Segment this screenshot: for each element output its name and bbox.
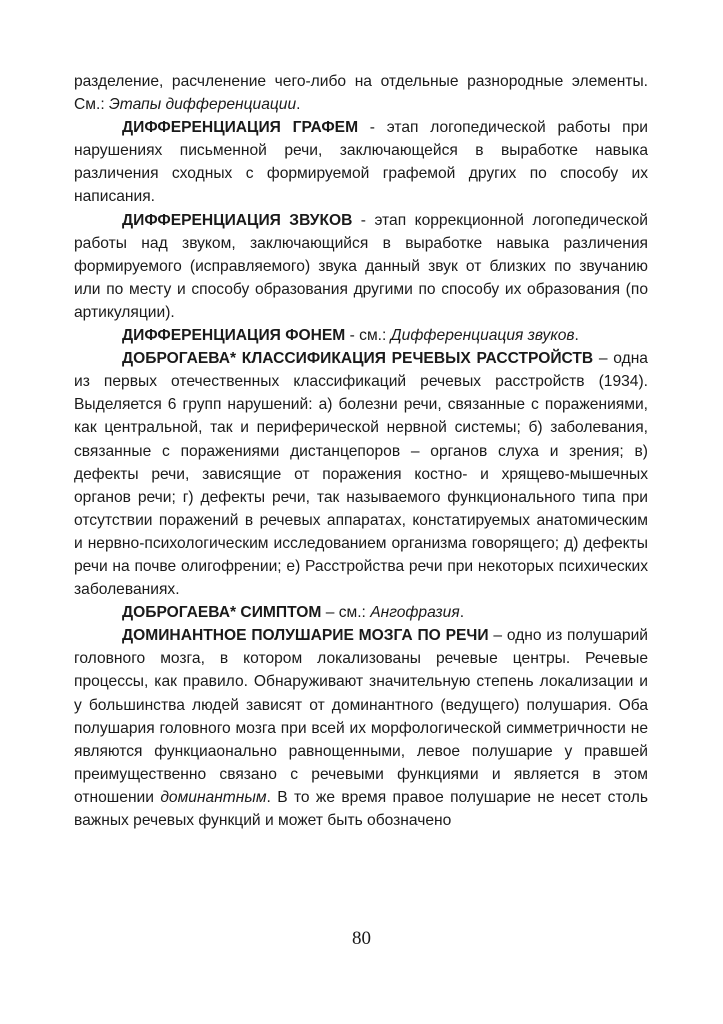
entry-term: ДИФФЕРЕНЦИАЦИЯ ГРАФЕМ (122, 119, 359, 137)
entry-term: ДИФФЕРЕНЦИАЦИЯ ФОНЕМ (122, 327, 346, 345)
entry-dobrogaev-symptom (74, 601, 648, 624)
entry-tail: . (459, 604, 465, 622)
entry-differentiation-sounds (74, 209, 648, 324)
entry-differentiation-phonemes (74, 324, 648, 347)
entry-dobrogaev-classification (74, 347, 648, 601)
entry-text: – одно из полушарий головного мозга, в котором локализованы речевые центры. Речевые процессы, как правило. Обнаруживают значительную степень локализации и у большинства людей зависят от доминантного (ведущего) полушария. Оба полушария головного мозга при всей их морфологической симметричности не являются функциаонально равнощенными, левое полушарие у правшей преимущественно связано с речевыми функциями и является в этом отношении (74, 627, 648, 806)
entry-tail: . В то же время правое полушарие не несет столь важных речевых функций и может быть обозначено (74, 788, 648, 829)
entry-reference: Дифференциация звуков (390, 327, 575, 345)
entry-term: ДОМИНАНТНОЕ ПОЛУШАРИЕ МОЗГА ПО РЕЧИ (122, 627, 489, 645)
entry-dominant-hemisphere (74, 624, 648, 832)
entry-text: разделение, расчленение чего-либо на отдельные разнородные элементы. См.: (74, 73, 648, 114)
entry-text: - см.: (345, 327, 391, 345)
entry-reference: Этапы дифференциации (108, 96, 297, 114)
entry-reference: доминантным (160, 788, 267, 806)
entry-term: ДОБРОГАЕВА* СИМПТОМ (122, 604, 322, 622)
document-body (74, 70, 648, 832)
entry-term: ДОБРОГАЕВА* КЛАССИФИКАЦИЯ РЕЧЕВЫХ РАССТРОЙСТВ (122, 350, 594, 368)
entry-differentiation-graphemes (74, 116, 648, 208)
entry-text: – см.: (321, 604, 371, 622)
page-number: 80 (352, 928, 371, 949)
entry-tail: . (296, 96, 301, 114)
entry-text: - этап логопедической работы при нарушениях письменной речи, заключающейся в выработке навыка различения сходных с формируемой графемой других по способу их написания. (74, 119, 649, 206)
entry-reference: Ангофразия (370, 604, 460, 622)
entry-continuation (74, 70, 648, 116)
entry-tail: . (574, 327, 579, 345)
entry-text: - этап коррекционной логопедической работы над звуком, заключающийся в выработке навыка различения формируемого (исправляемого) звука данный звук от близких по звучанию или по месту и способу образования другими по способу их образования (по артикуляции). (74, 211, 648, 321)
entry-term: ДИФФЕРЕНЦИАЦИЯ ЗВУКОВ (122, 211, 353, 229)
entry-text: – одна из первых отечественных классификаций речевых расстройств (1934). Выделяется 6 групп нарушений: а) болезни речи, связанные с поражениями, как центральной, так и периферической нервной системы; б) заболевания, связанные с поражениями дистанцепоров – органов слуха и зрения; в) дефекты речи, зависящие от поражения костно- и хрящево-мышечных органов речи; г) дефекты речи, так называемого функционального типа при отсутствии поражений в речевых аппаратах, констатируемых анатомическим и нервно-психологическим исследованием организма говорящего; д) дефекты речи на почве олигофрении; е) Расстройства речи при некоторых психических заболеваниях. (74, 350, 648, 599)
